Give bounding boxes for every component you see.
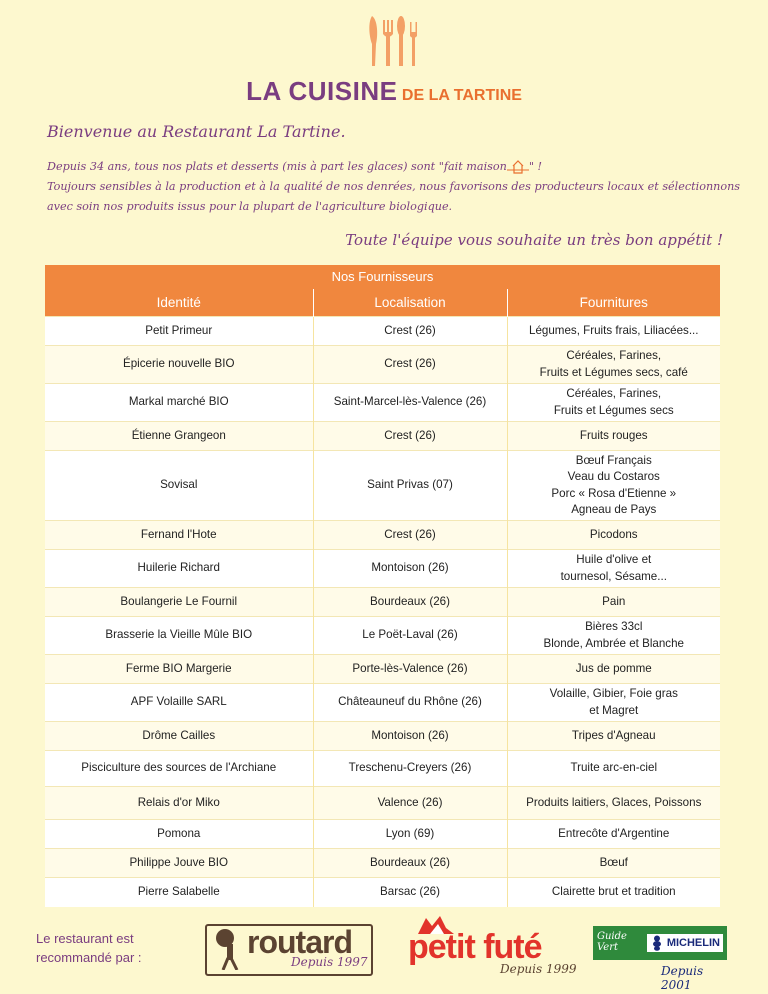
column-header-localisation: Localisation	[313, 289, 507, 317]
routard-since: Depuis 1997	[291, 955, 368, 969]
restaurant-brand	[0, 76, 768, 107]
table-row	[45, 849, 720, 878]
cell-localisation: Crest (26)	[313, 317, 507, 346]
recommend-text	[36, 929, 142, 967]
cell-fournitures: Jus de pomme	[507, 655, 720, 684]
cell-fournitures: Bœuf	[507, 849, 720, 878]
utensils-icon	[366, 14, 424, 66]
column-header-identite: Identité	[45, 289, 313, 317]
cell-identite: APF Volaille SARL	[45, 684, 313, 722]
cell-fournitures: Céréales, Farines, Fruits et Légumes secs, café	[507, 346, 720, 384]
cell-localisation: Porte-lès-Valence (26)	[313, 655, 507, 684]
intro-line-3: avec soin nos produits issus pour la plupart de l'agriculture biologique.	[47, 200, 453, 213]
michelin-name	[647, 934, 723, 952]
cell-localisation: Saint-Marcel-lès-Valence (26)	[313, 384, 507, 422]
cell-identite: Étienne Grangeon	[45, 422, 313, 451]
michelin-logo	[593, 926, 733, 992]
table-row	[45, 722, 720, 751]
cell-fournitures: Picodons	[507, 521, 720, 550]
cell-identite: Boulangerie Le Fournil	[45, 588, 313, 617]
cell-identite: Épicerie nouvelle BIO	[45, 346, 313, 384]
table-row	[45, 317, 720, 346]
recommend-line-2: recommandé par :	[36, 950, 142, 965]
cell-identite: Markal marché BIO	[45, 384, 313, 422]
table-row	[45, 346, 720, 384]
suppliers-table	[45, 265, 720, 907]
intro-line-1	[47, 157, 737, 177]
cell-localisation: Bourdeaux (26)	[313, 849, 507, 878]
petit-fute-logo	[408, 914, 578, 984]
cell-localisation: Crest (26)	[313, 521, 507, 550]
table-row	[45, 878, 720, 907]
cell-localisation: Lyon (69)	[313, 820, 507, 849]
table-row	[45, 655, 720, 684]
table-header-row	[45, 289, 720, 317]
routard-name: routard	[247, 924, 352, 960]
cell-identite: Drôme Cailles	[45, 722, 313, 751]
cell-fournitures: Pain	[507, 588, 720, 617]
guide-vert-label: Guide Vert	[597, 931, 627, 953]
cell-identite: Relais d'or Miko	[45, 787, 313, 820]
routard-logo	[205, 924, 375, 978]
cell-identite: Pisciculture des sources de l'Archiane	[45, 751, 313, 787]
intro-paragraph	[47, 157, 741, 217]
cell-identite: Pomona	[45, 820, 313, 849]
cell-localisation: Crest (26)	[313, 346, 507, 384]
brand-sub: DE LA TARTINE	[401, 87, 522, 104]
cell-localisation: Bourdeaux (26)	[313, 588, 507, 617]
intro-line-1a: Depuis 34 ans, tous nos plats et desserts (mis à part les glaces) sont "fait maison	[47, 160, 507, 173]
bibendum-icon	[650, 935, 664, 951]
hiker-icon	[211, 928, 245, 970]
cell-identite: Philippe Jouve BIO	[45, 849, 313, 878]
welcome-text: Bienvenue au Restaurant La Tartine.	[47, 122, 346, 141]
petit-fute-since: Depuis 1999	[500, 962, 577, 976]
cell-localisation: Montoison (26)	[313, 550, 507, 588]
michelin-since: Depuis 2001	[661, 964, 704, 992]
cell-localisation: Treschenu-Creyers (26)	[313, 751, 507, 787]
cell-localisation: Le Poët-Laval (26)	[313, 617, 507, 655]
cell-identite: Huilerie Richard	[45, 550, 313, 588]
cell-localisation: Valence (26)	[313, 787, 507, 820]
cell-fournitures: Céréales, Farines, Fruits et Légumes secs	[507, 384, 720, 422]
michelin-wordmark: MICHELIN	[666, 937, 720, 949]
brand-main: LA CUISINE	[246, 76, 398, 106]
cell-fournitures: Bières 33cl Blonde, Ambrée et Blanche	[507, 617, 720, 655]
house-icon	[507, 160, 529, 174]
intro-line-2: Toujours sensibles à la production et à la qualité de nos denrées, nous favorisons des producteurs locaux et sélectionnons	[47, 180, 741, 193]
cell-fournitures: Bœuf Français Veau du Costaros Porc « Rosa d'Etienne » Agneau de Pays	[507, 451, 720, 521]
michelin-box	[593, 926, 727, 960]
cell-identite: Ferme BIO Margerie	[45, 655, 313, 684]
table-caption: Nos Fournisseurs	[45, 265, 720, 289]
table-row	[45, 422, 720, 451]
petit-fute-name: petit futé	[408, 928, 542, 966]
cell-fournitures: Entrecôte d'Argentine	[507, 820, 720, 849]
column-header-fournitures: Fournitures	[507, 289, 720, 317]
table-row	[45, 684, 720, 722]
cell-fournitures: Clairette brut et tradition	[507, 878, 720, 907]
cell-fournitures: Produits laitiers, Glaces, Poissons	[507, 787, 720, 820]
table-row	[45, 588, 720, 617]
cell-identite: Pierre Salabelle	[45, 878, 313, 907]
cell-fournitures: Tripes d'Agneau	[507, 722, 720, 751]
recommend-line-1: Le restaurant est	[36, 931, 134, 946]
table-row	[45, 820, 720, 849]
cell-localisation: Barsac (26)	[313, 878, 507, 907]
table-row	[45, 550, 720, 588]
cell-identite: Fernand l'Hote	[45, 521, 313, 550]
cell-fournitures: Volaille, Gibier, Foie gras et Magret	[507, 684, 720, 722]
cell-fournitures: Fruits rouges	[507, 422, 720, 451]
cell-localisation: Crest (26)	[313, 422, 507, 451]
cell-localisation: Montoison (26)	[313, 722, 507, 751]
table-row	[45, 384, 720, 422]
intro-line-1b: " !	[528, 160, 543, 173]
table-row	[45, 751, 720, 787]
cell-fournitures: Truite arc-en-ciel	[507, 751, 720, 787]
cell-localisation: Châteauneuf du Rhône (26)	[313, 684, 507, 722]
cell-identite: Brasserie la Vieille Mûle BIO	[45, 617, 313, 655]
cell-fournitures: Huile d'olive et tournesol, Sésame...	[507, 550, 720, 588]
table-row	[45, 787, 720, 820]
cell-identite: Petit Primeur	[45, 317, 313, 346]
cell-localisation: Saint Privas (07)	[313, 451, 507, 521]
cell-identite: Sovisal	[45, 451, 313, 521]
table-row	[45, 451, 720, 521]
table-row	[45, 521, 720, 550]
cell-fournitures: Légumes, Fruits frais, Liliacées...	[507, 317, 720, 346]
wish-text: Toute l'équipe vous souhaite un très bon appétit !	[345, 231, 723, 249]
table-row	[45, 617, 720, 655]
